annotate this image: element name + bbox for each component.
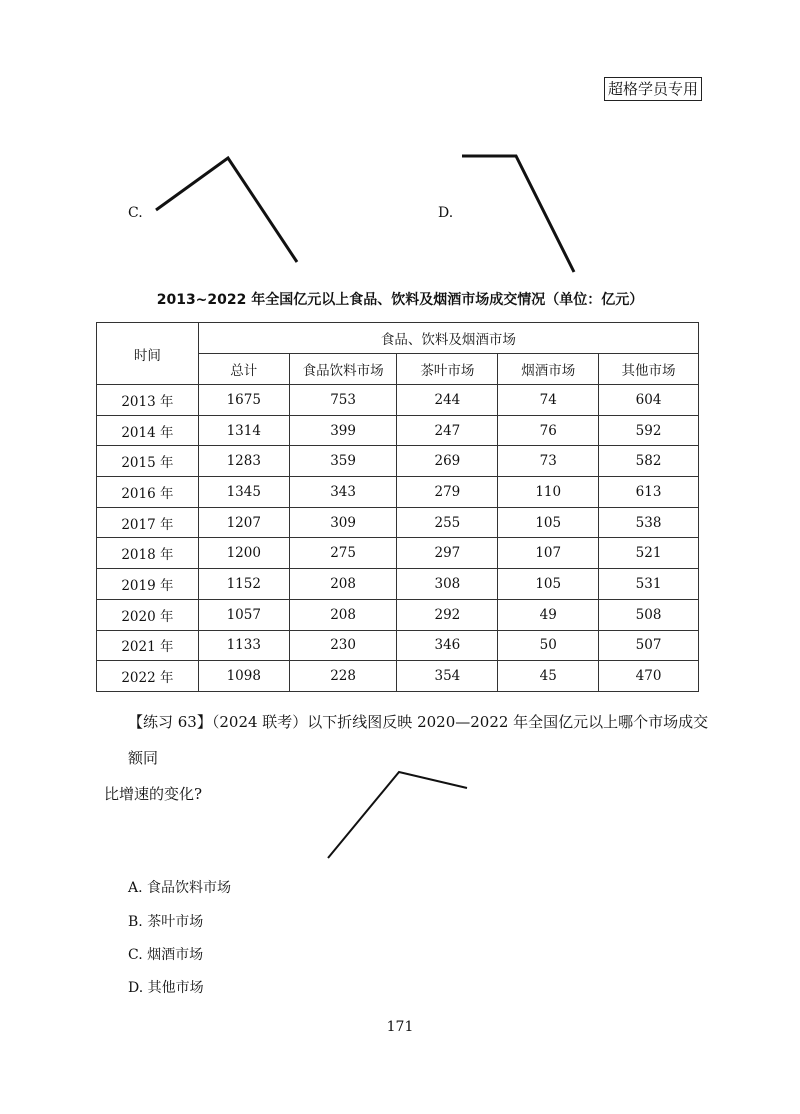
value-cell: 521 <box>599 538 699 569</box>
table-row <box>97 569 699 600</box>
value-cell: 359 <box>289 446 397 477</box>
year-cell: 2021 年 <box>97 630 199 661</box>
value-cell: 592 <box>599 415 699 446</box>
value-cell: 247 <box>397 415 498 446</box>
value-cell: 309 <box>289 507 397 538</box>
value-cell: 343 <box>289 477 397 508</box>
value-cell: 1200 <box>198 538 289 569</box>
value-cell: 508 <box>599 599 699 630</box>
value-cell: 244 <box>397 385 498 416</box>
value-cell: 604 <box>599 385 699 416</box>
column-header: 茶叶市场 <box>397 354 498 385</box>
value-cell: 76 <box>498 415 599 446</box>
value-cell: 74 <box>498 385 599 416</box>
value-cell: 208 <box>289 599 397 630</box>
year-cell: 2017 年 <box>97 507 199 538</box>
table-row <box>97 385 699 416</box>
year-cell: 2015 年 <box>97 446 199 477</box>
value-cell: 275 <box>289 538 397 569</box>
answer-option-d: D. 其他市场 <box>128 980 204 996</box>
time-header: 时间 <box>97 323 199 385</box>
answer-option-c: C. 烟酒市场 <box>128 947 204 963</box>
value-cell: 269 <box>397 446 498 477</box>
table-row <box>97 446 699 477</box>
value-cell: 399 <box>289 415 397 446</box>
value-cell: 255 <box>397 507 498 538</box>
value-cell: 1675 <box>198 385 289 416</box>
question-line-2: 比增速的变化? <box>104 785 203 803</box>
value-cell: 538 <box>599 507 699 538</box>
page-number: 171 <box>386 1019 414 1035</box>
option-c-label: C. <box>128 205 143 221</box>
table-body <box>97 385 699 692</box>
column-header: 其他市场 <box>599 354 699 385</box>
value-cell: 110 <box>498 477 599 508</box>
table-row <box>97 538 699 569</box>
value-cell: 105 <box>498 507 599 538</box>
value-cell: 49 <box>498 599 599 630</box>
value-cell: 346 <box>397 630 498 661</box>
table-row <box>97 661 699 692</box>
option-d-line-sketch <box>462 156 574 272</box>
table-row <box>97 630 699 661</box>
value-cell: 507 <box>599 630 699 661</box>
value-cell: 292 <box>397 599 498 630</box>
value-cell: 228 <box>289 661 397 692</box>
column-header: 总计 <box>198 354 289 385</box>
value-cell: 1133 <box>198 630 289 661</box>
year-cell: 2022 年 <box>97 661 199 692</box>
value-cell: 73 <box>498 446 599 477</box>
value-cell: 297 <box>397 538 498 569</box>
value-cell: 613 <box>599 477 699 508</box>
year-cell: 2019 年 <box>97 569 199 600</box>
value-cell: 308 <box>397 569 498 600</box>
table-row <box>97 415 699 446</box>
value-cell: 1152 <box>198 569 289 600</box>
market-table <box>96 322 699 692</box>
value-cell: 1314 <box>198 415 289 446</box>
year-cell: 2020 年 <box>97 599 199 630</box>
value-cell: 107 <box>498 538 599 569</box>
value-cell: 1098 <box>198 661 289 692</box>
value-cell: 279 <box>397 477 498 508</box>
option-c-line-sketch <box>156 158 297 262</box>
option-d-label: D. <box>438 205 454 221</box>
value-cell: 753 <box>289 385 397 416</box>
question-text <box>104 704 718 812</box>
value-cell: 1283 <box>198 446 289 477</box>
column-header: 烟酒市场 <box>498 354 599 385</box>
table-row <box>97 599 699 630</box>
value-cell: 208 <box>289 569 397 600</box>
answer-option-b: B. 茶叶市场 <box>128 914 204 930</box>
year-cell: 2014 年 <box>97 415 199 446</box>
table-row <box>97 477 699 508</box>
answer-option-a: A. 食品饮料市场 <box>128 880 232 896</box>
value-cell: 470 <box>599 661 699 692</box>
question-line-1: 【练习 63】（2024 联考）以下折线图反映 2020—2022 年全国亿元以上哪个市场成交额同 <box>128 713 709 767</box>
value-cell: 105 <box>498 569 599 600</box>
value-cell: 354 <box>397 661 498 692</box>
column-header: 食品饮料市场 <box>289 354 397 385</box>
year-cell: 2018 年 <box>97 538 199 569</box>
value-cell: 230 <box>289 630 397 661</box>
value-cell: 531 <box>599 569 699 600</box>
year-cell: 2013 年 <box>97 385 199 416</box>
table-caption: 2013~2022 年全国亿元以上食品、饮料及烟酒市场成交情况（单位：亿元） <box>156 292 644 308</box>
value-cell: 45 <box>498 661 599 692</box>
value-cell: 1345 <box>198 477 289 508</box>
year-cell: 2016 年 <box>97 477 199 508</box>
value-cell: 1207 <box>198 507 289 538</box>
value-cell: 50 <box>498 630 599 661</box>
value-cell: 582 <box>599 446 699 477</box>
member-only-badge: 超格学员专用 <box>604 77 702 101</box>
group-header: 食品、饮料及烟酒市场 <box>198 323 698 354</box>
table-row <box>97 507 699 538</box>
value-cell: 1057 <box>198 599 289 630</box>
